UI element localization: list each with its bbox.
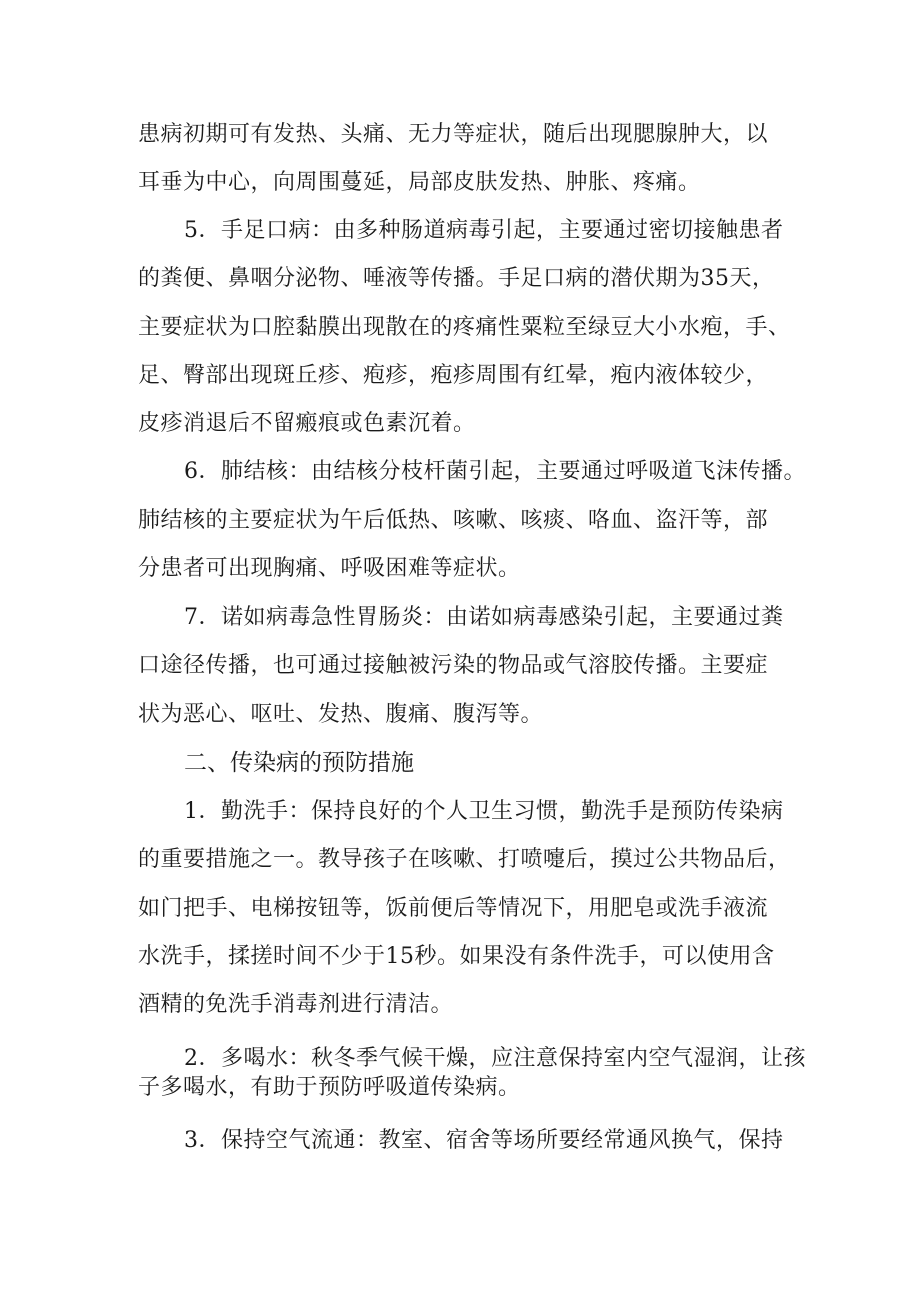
text-line: 水洗手，揉搓时间不少于15秒。如果没有条件洗手，可以使用含 [138,944,775,969]
text-line: 主要症状为口腔黏膜出现散在的疼痛性粟粒至绿豆大小水疱，手、 [138,315,791,340]
text-line: 分患者可出现胸痛、呼吸困难等症状。 [138,556,521,581]
text-line: 状为恶心、呕吐、发热、腹痛、腹泻等。 [138,702,544,727]
text-line: 3．保持空气流通：教室、宿舍等场所要经常通风换气，保持 [184,1128,784,1153]
text-line: 患病初期可有发热、头痛、无力等症状，随后出现腮腺肿大，以 [138,122,769,147]
text-line: 肺结核的主要症状为午后低热、咳嗽、咳痰、咯血、盗汗等，部 [138,508,769,533]
text-line: 耳垂为中心，向周围蔓延，局部皮肤发热、肿胀、疼痛。 [138,170,701,195]
text-line: 6．肺结核：由结核分枝杆菌引起，主要通过呼吸道飞沫传播。 [184,459,806,484]
text-line: 皮疹消退后不留瘢痕或色素沉着。 [138,411,476,436]
section-heading: 二、传染病的预防措施 [184,750,414,776]
text-line: 子多喝水，有助于预防呼吸道传染病。 [138,1075,521,1100]
text-line: 口途径传播，也可通过接触被污染的物品或气溶胶传播。主要症 [138,653,769,678]
text-line: 5．手足口病：由多种肠道病毒引起，主要通过密切接触患者 [184,218,784,243]
text-line: 酒精的免洗手消毒剂进行清洁。 [138,992,454,1017]
text-line: 的重要措施之一。教导孩子在咳嗽、打喷嚏后，摸过公共物品后， [138,847,791,872]
text-line: 如门把手、电梯按钮等，饭前便后等情况下，用肥皂或洗手液流 [138,896,769,921]
text-line: 2．多喝水：秋冬季气候干燥，应注意保持室内空气湿润，让孩 [184,1046,806,1071]
text-line: 足、臀部出现斑丘疹、疱疹，疱疹周围有红晕，疱内液体较少， [138,363,769,388]
text-line: 的粪便、鼻咽分泌物、唾液等传播。手足口病的潜伏期为35天， [138,266,775,291]
text-line: 7．诺如病毒急性胃肠炎：由诺如病毒感染引起，主要通过粪 [184,605,784,630]
text-line: 1．勤洗手：保持良好的个人卫生习惯，勤洗手是预防传染病 [184,799,784,824]
